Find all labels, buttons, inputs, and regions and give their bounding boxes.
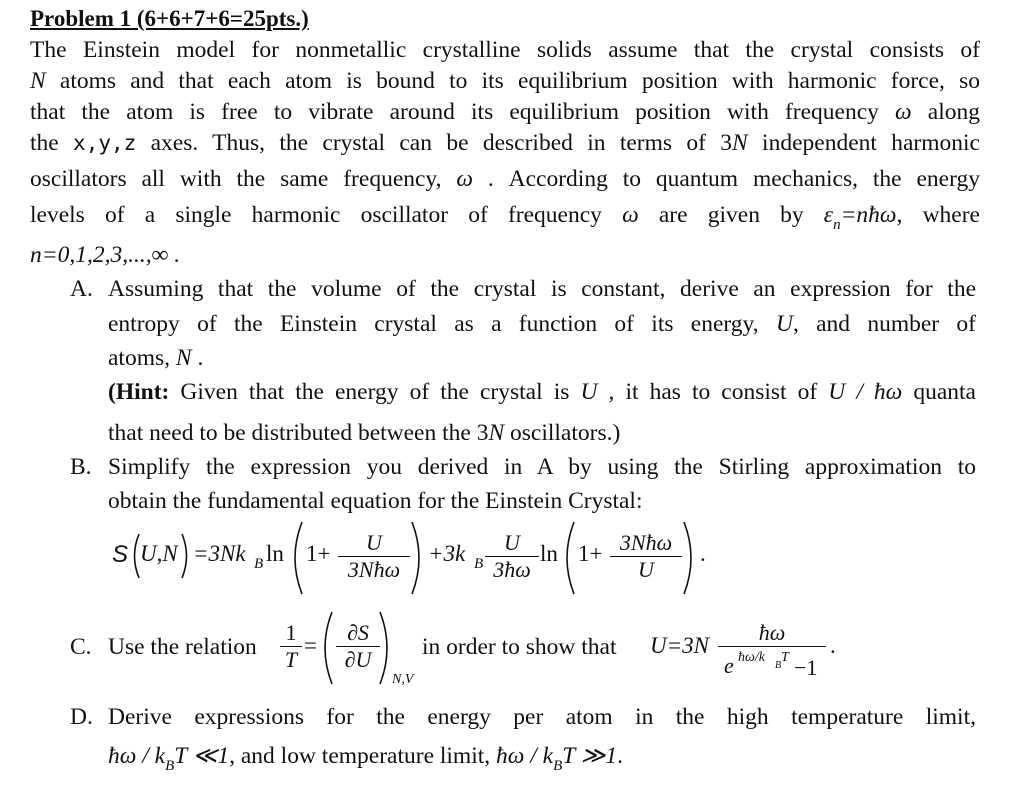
part-b-line-2: obtain the fundamental equation for the Einstein Crystal: [108,488,643,514]
hint-text: Given that the energy of the crystal is [169,379,581,405]
intro-text: axes. Thus, the crystal can be described in terms of 3 [136,130,733,156]
part-c-text: Use the relation [108,634,257,660]
eq-sub-b: B [474,556,484,572]
c-result-denominator [718,646,826,680]
eq-args: U,N [140,541,178,566]
intro-line-6 [30,200,980,233]
c-frac-numerator: 1 [285,620,297,645]
intro-line-1: The Einstein model for nonmetallic crystalline solids assume that the crystal consists of [30,37,980,63]
eq-paren-close-1 [179,532,193,580]
intro-line-2 [30,66,980,96]
eq-frac-2 [485,530,539,583]
var-n: N [175,345,192,371]
frac-1-denominator: 3Nħω [338,556,410,583]
problem-title-text: Problem 1 (6+6+7+6=25pts.) [30,6,309,31]
frac-3-numerator: 3Nħω [619,530,673,555]
n-range: n=0,1,2,3,...,∞ . [30,242,181,268]
c-result-numerator: ħω [758,620,786,645]
part-a-hint-line-2 [108,418,976,448]
intro-text: along [911,99,980,125]
frac-1-numerator: U [366,530,382,555]
c-paren-open [318,610,334,686]
c-derivative-denominator: ∂U [336,646,380,673]
eq-frac-3 [610,530,682,583]
var-omega: ω [456,166,473,192]
var-xyz: x,y,z [73,131,137,155]
intro-text: , where [896,202,980,228]
frac-2-numerator: U [504,530,520,555]
part-a-line-3 [108,343,976,373]
c-frac-denominator: T [280,646,302,673]
intro-text: independent harmonic [747,130,980,156]
part-b-label: B. [70,454,92,480]
intro-text: levels of a single harmonic oscillator of frequency [30,202,623,228]
high-temp-ratio: ħω / k [108,743,166,769]
intro-text: atoms and that each atom is bound to its equilibrium position with harmonic force, so [45,68,980,94]
intro-text: . According to quantum mechanics, the energy [473,166,980,192]
var-n: N [488,420,505,446]
part-c-text: in order to show that [422,634,617,660]
c-frac-1-over-t [280,620,302,673]
c-exp-sub-b: B [775,660,782,671]
c-derivative-numerator: ∂S [347,620,369,645]
c-derivative-subscript: N,V [392,672,414,687]
energy-formula: =nħω [840,202,897,228]
high-temp-condition: T ≪1 [174,743,230,769]
c-exp-t: T [781,650,789,665]
eq-ln: ln [540,541,558,566]
part-a-text: , and number of [792,311,976,337]
eq-ln: ln [266,541,284,566]
hint-text: that need to be distributed between the 3 [108,420,489,446]
sub-b: B [165,758,175,774]
part-d-line-2 [108,741,976,774]
eq-paren-close-2 [410,520,426,596]
part-a-line-2 [108,309,976,339]
part-a-label: A. [70,276,93,302]
part-a-text: . [191,345,204,371]
var-n: N [732,130,748,156]
c-period: . [830,633,836,658]
eq-one-plus: 1+ [578,541,603,566]
eq-one-plus: 1+ [306,541,331,566]
hint-label: (Hint: [108,379,170,405]
hint-text: , it has to consist of [597,379,829,405]
intro-line-4 [30,128,980,158]
eq-paren-close-3 [682,520,698,596]
var-omega: ω [895,99,912,125]
var-omega: ω [622,202,639,228]
part-d-line-1: Derive expressions for the energy per atom in the high temperature limit, [108,704,976,730]
eq-period: . [700,541,706,566]
part-a-line-1: Assuming that the volume of the crystal is constant, derive an expression for the [108,276,976,302]
part-a-text: entropy of the Einstein crystal as a function of its energy, [108,311,776,337]
low-temp-ratio: ħω / k [496,743,554,769]
c-exp-minus-one: −1 [794,655,818,680]
eq-paren-open-2 [288,520,304,596]
intro-text: that the atom is free to vibrate around its equilibrium position with frequency [30,99,896,125]
sub-b: B [553,758,563,774]
part-b-line-1: Simplify the expression you derived in A by using the Stirling approximation to [108,454,976,480]
c-exp-power: ħω/k [738,650,765,665]
part-d-text: , and low temperature limit, [229,743,497,769]
var-u: U [775,311,793,337]
c-equals: = [304,633,317,658]
intro-line-5 [30,164,980,194]
c-partial-derivative [336,620,380,673]
intro-text: the [30,130,74,156]
hint-text: oscillators.) [504,420,621,446]
eq-coeff: =3Nk [193,541,246,566]
intro-line-7 [30,240,980,270]
var-u: U [580,379,598,405]
var-epsilon: ε [823,202,834,228]
intro-line-3 [30,97,980,127]
eq-s: S [112,541,129,568]
problem-title [30,4,980,34]
eq-frac-1 [338,530,410,583]
var-n: N [30,68,46,94]
part-a-text: atoms, [108,345,176,371]
subscript-n: n [833,217,841,233]
low-temp-condition: T ≫1 [562,743,618,769]
intro-text: oscillators all with the same frequency, [30,166,457,192]
eq-sub-b: B [254,556,264,572]
intro-text: are given by [638,202,824,228]
part-d-text: . [617,743,624,769]
c-exp-e: e [724,653,734,678]
part-d-label: D. [70,704,93,730]
eq-paren-open-3 [560,520,576,596]
part-a-hint-line-1 [108,377,976,407]
c-result-fraction [718,620,826,680]
part-c-label: C. [70,634,92,660]
hint-text: quanta [902,379,976,405]
c-u-equals: U=3N [650,633,709,658]
frac-3-denominator: U [610,556,682,583]
quanta-ratio: U / ħω [828,379,903,405]
eq-plus-term: +3k [428,541,466,566]
frac-2-denominator: 3ħω [485,556,539,583]
